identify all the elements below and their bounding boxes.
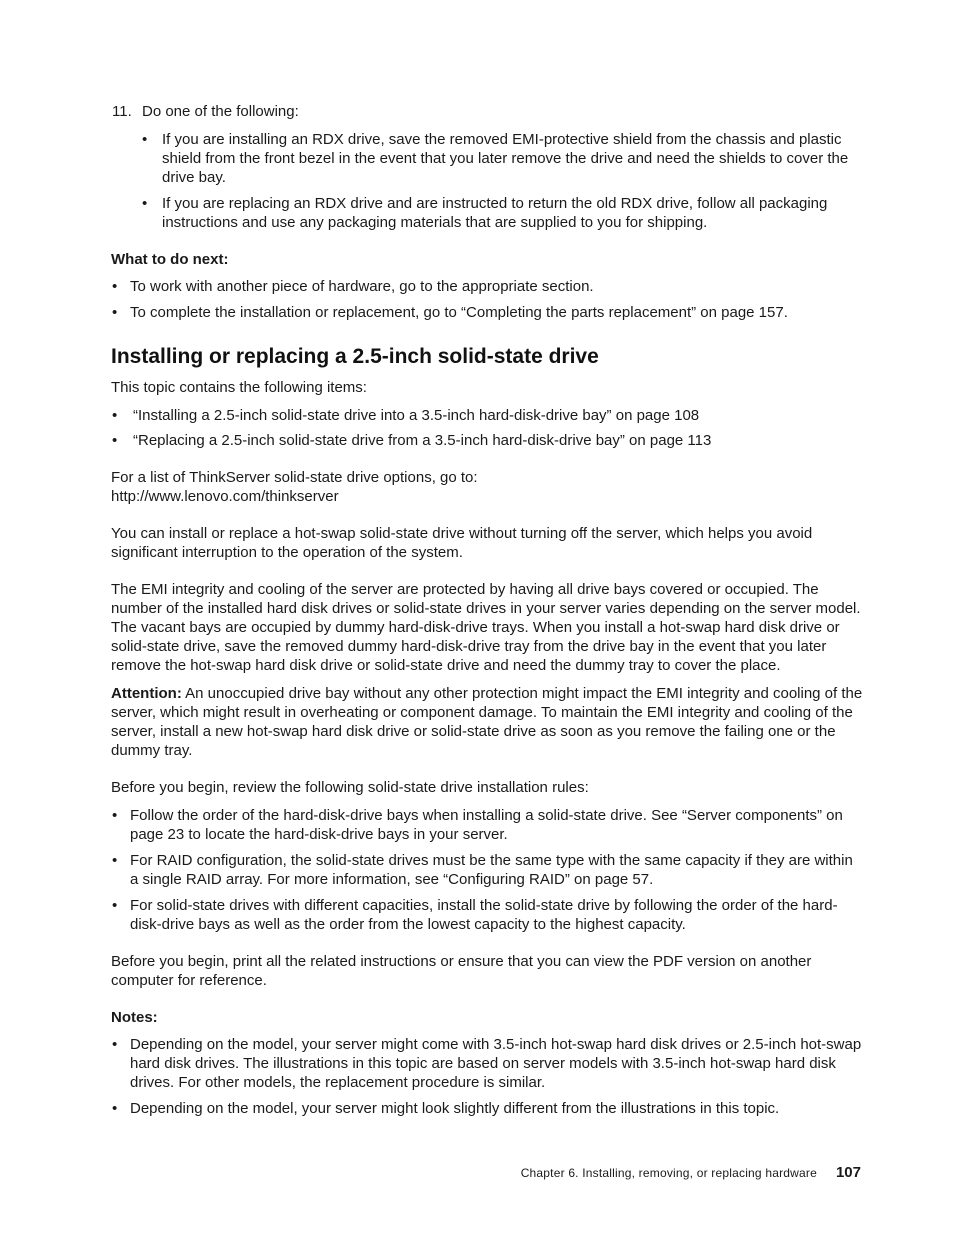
topic-link-installing[interactable]: • “Installing a 2.5-inch solid-state drive into a 3.5-inch hard-disk-drive bay” on page 108 (111, 406, 863, 425)
page-footer (521, 1163, 861, 1183)
list-item: • If you are installing an RDX drive, save the removed EMI-protective shield from the chassis and plastic shield from the front bezel in the event that you later remove the drive and need the shields to cover the drive bay. (141, 130, 863, 187)
options-url-link[interactable]: http://www.lenovo.com/thinkserver (111, 488, 339, 505)
notes-list (111, 1035, 863, 1118)
chapter-title: Chapter 6. Installing, removing, or replacing hardware (520, 1166, 817, 1180)
topic-intro: This topic contains the following items: (111, 379, 367, 396)
emi-paragraph: The EMI integrity and cooling of the server are protected by having all drive bays covered or occupied. The number of the installed hard disk drives or solid-state drives in your server varies depending on the server model. The vacant bays are occupied by dummy hard-disk-drive trays. When you install a hot-swap hard disk drive or solid-state drive, save the removed dummy hard-disk-drive tray from the drive bay in the event that you later remove the hot-swap hard disk drive or solid-state drive and need the dummy tray to cover the place. (111, 581, 861, 674)
step-11 (111, 102, 863, 121)
next-steps-list (111, 277, 863, 322)
list-item: • For solid-state drives with different capacities, install the solid-state drive by following the order of the hard-disk-drive bays as well as the order from the lowest capacity to the highest capacity. (111, 896, 863, 934)
hotswap-paragraph: You can install or replace a hot-swap solid-state drive without turning off the server, which helps you avoid significant interruption to the operation of the system. (111, 525, 813, 561)
what-to-do-next-label: What to do next: (111, 251, 229, 268)
rules-list (111, 806, 863, 934)
section-title: Installing or replacing a 2.5-inch solid-state drive (111, 345, 599, 368)
list-item: • To work with another piece of hardware, go to the appropriate section. (111, 277, 863, 296)
notes-label: Notes: (111, 1009, 158, 1026)
rules-intro: Before you begin, review the following solid-state drive installation rules: (111, 779, 589, 796)
list-item: • Depending on the model, your server might come with 3.5-inch hot-swap hard disk drives or 2.5-inch hot-swap hard disk drives. The illustrations in this topic are based on server models with 3.5-inch hot-swap hard disk drives. For other models, the replacement procedure is similar. (111, 1035, 863, 1092)
list-item: • Follow the order of the hard-disk-drive bays when installing a solid-state drive. See “Server components” on page 23 to locate the hard-disk-drive bays in your server. (111, 806, 863, 844)
attention-paragraph (111, 684, 863, 760)
list-item: • For RAID configuration, the solid-state drives must be the same type with the same capacity if they are within a single RAID array. For more information, see “Configuring RAID” on page 57. (111, 851, 863, 889)
options-line: For a list of ThinkServer solid-state drive options, go to: (111, 469, 478, 486)
page-number: 107 (835, 1164, 861, 1181)
step-number: 11. (112, 103, 132, 120)
topic-link-replacing[interactable]: • “Replacing a 2.5-inch solid-state drive from a 3.5-inch hard-disk-drive bay” on page 113 (111, 431, 863, 450)
attention-text: An unoccupied drive bay without any other protection might impact the EMI integrity and cooling of the server, which might result in overheating or component damage. To maintain the EMI integrity and cooling of the server, install a new hot-swap hard disk drive or solid-state drive as soon as you remove the failing one or the dummy tray. (111, 685, 863, 759)
step-text: Do one of the following: (142, 103, 299, 120)
print-paragraph: Before you begin, print all the related instructions or ensure that you can view the PDF version on another computer for reference. (111, 953, 812, 989)
list-item: • Depending on the model, your server might look slightly different from the illustrations in this topic. (111, 1099, 863, 1118)
attention-label: Attention: (111, 685, 182, 702)
topic-list (111, 406, 863, 450)
page-content (111, 102, 863, 1125)
list-item: • To complete the installation or replacement, go to “Completing the parts replacement” on page 157. (111, 303, 863, 322)
step-options-list (141, 130, 863, 232)
list-item: • If you are replacing an RDX drive and are instructed to return the old RDX drive, follow all packaging instructions and use any packaging materials that are supplied to you for shipping. (141, 194, 863, 232)
